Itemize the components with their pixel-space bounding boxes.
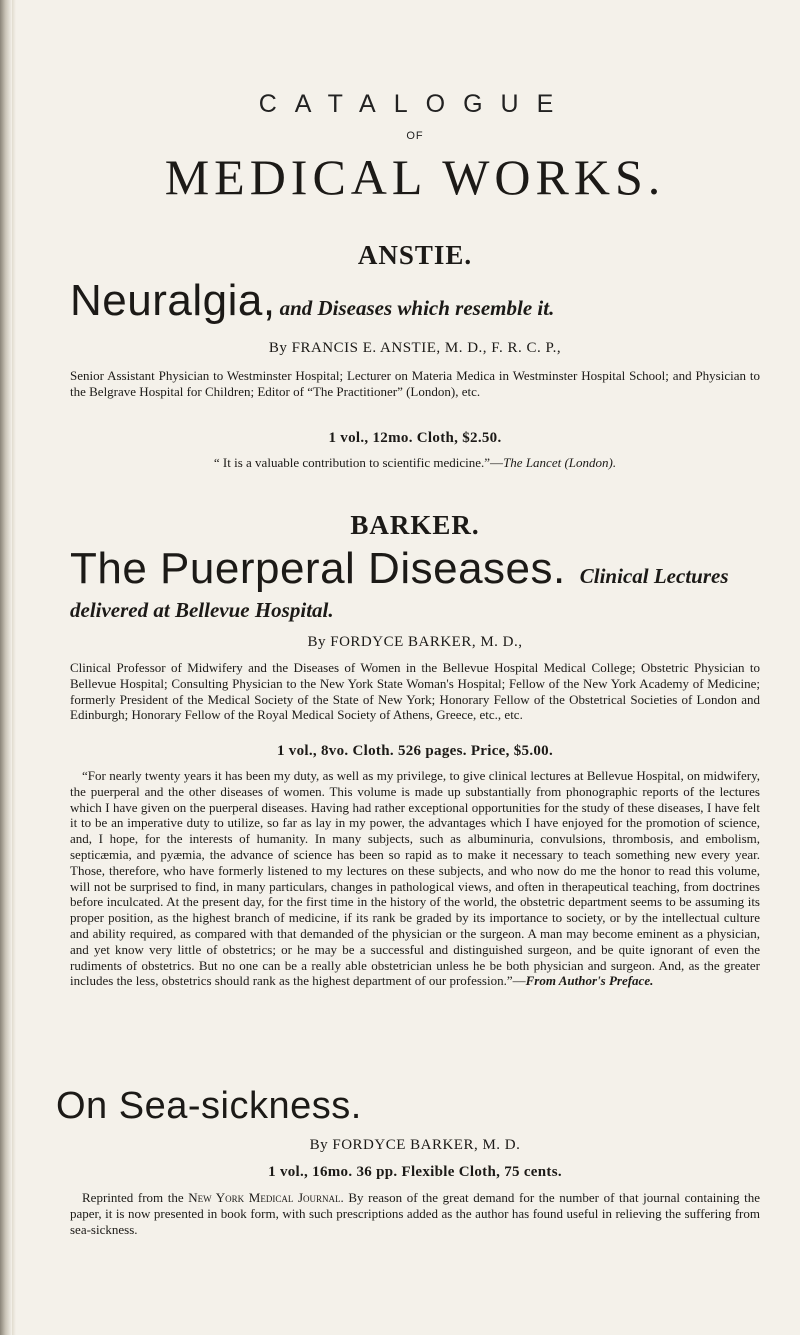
medical-works-title: MEDICAL WORKS. (164, 149, 666, 205)
price-seasickness: 1 vol., 16mo. 36 pp. Flexible Cloth, 75 cents. (268, 1164, 562, 1180)
book-title-line-seasickness (56, 1085, 756, 1128)
byline-barker: By FORDYCE BARKER, M. D., (307, 634, 523, 650)
note-journal: New York Medical Journal (188, 1190, 341, 1205)
note-post: . By reason of the great demand for the number of that journal containing the paper, it is now presented in book form, with such prescriptions added as the author has found useful in relieving the suffering from sea-sickness. (70, 1190, 760, 1237)
author-heading-anstie: ANSTIE. (357, 240, 473, 270)
book-subtitle-puerperal: Clinical Lectures (579, 564, 729, 588)
page-edge-highlight (12, 0, 16, 1335)
book-title-seasickness: On Sea-sickness. (56, 1085, 362, 1127)
quote-text: “ It is a valuable contribution to scientific medicine.”— (213, 455, 504, 470)
price-puerperal: 1 vol., 8vo. Cloth. 526 pages. Price, $5.00. (276, 743, 554, 759)
note-pre: Reprinted from the (82, 1190, 189, 1205)
page-edge-shadow (0, 0, 12, 1335)
book-title-puerperal: The Puerperal Diseases. (70, 544, 566, 593)
byline-anstie: By FRANCIS E. ANSTIE, M. D., F. R. C. P., (268, 340, 562, 356)
credentials-barker: Clinical Professor of Midwifery and the Diseases of Women in the Bellevue Hospital Medical College; Obstetric Physician to Bellevue Hospital; Consulting Physician to the New York State Woman's Hospital; Fellow of the New York Academy of Medicine; formerly President of the Medical Society of the State of New York; Honorary Fellow of the Obstetrical Societies of London and Edinburgh; Honorary Fellow of the Royal Medical Society of Athens, Greece, etc., etc. (70, 660, 760, 723)
catalogue-heading: CATALOGUE (258, 90, 572, 118)
byline-barker-seasickness: By FORDYCE BARKER, M. D. (309, 1137, 521, 1153)
book-title-neuralgia: Neuralgia, (70, 276, 276, 325)
seasickness-note (70, 1190, 760, 1237)
preface-source: From Author's Preface. (525, 973, 654, 989)
of-label: OF (406, 130, 424, 142)
book-title-line-neuralgia (70, 276, 770, 326)
author-heading-barker: BARKER. (350, 510, 480, 540)
book-subtitle-neuralgia: and Diseases which resemble it. (279, 296, 555, 320)
preface-excerpt (70, 768, 760, 989)
preface-text: “For nearly twenty years it has been my duty, as well as my privilege, to give clinical lectures at Bellevue Hospital, on midwifery, the puerperal and the other diseases of women. This volume is made up substantially from phonographic reports of the lectures which I have given on the puerperal diseases. Having had rather exceptional opportunities for the study of these diseases, I have felt it to be an imperative duty to utilize, so far as lay in my power, the advantages which I have enjoyed for the promotion of science, and, I hope, for the interests of humanity. In many subjects, such as albuminuria, convulsions, thrombosis, and embolism, septicæmia, and pyæmia, the advance of science has been so rapid as to make it necessary to teach something new every year. Those, therefore, who have formerly listened to my lectures on these subjects, and who now do me the honor to read this volume, will not be surprised to find, in many particulars, changes in pathological views, and often in therapeutical teaching, from doctrines before inculcated. At the present day, for the first time in the history of the world, the obstetric department seems to be assuming its proper position, as the highest branch of medicine, if its rank be graded by its importance to society, or by the intellectual culture and ability required, as compared with that demanded of the physician or the surgeon. A man may become eminent as a physician, and yet know very little of obstetrics; or he may be a successful and distinguished surgeon, and be quite ignorant of even the rudiments of obstetrics. But no one can be a really able obstetrician unless he be both physician and surgeon. And, as the greater includes the less, obstetrics should rank as the highest department of our profession.”— (70, 768, 760, 989)
review-quote-neuralgia (70, 455, 760, 471)
quote-source: The Lancet (London). (503, 455, 617, 470)
book-subtitle-puerperal-line2: delivered at Bellevue Hospital. (70, 598, 334, 622)
credentials-anstie: Senior Assistant Physician to Westminster Hospital; Lecturer on Materia Medica in Westminster Hospital School; and Physician to the Belgrave Hospital for Children; Editor of “The Practitioner” (London), etc. (70, 368, 760, 399)
book-title-line-puerperal (70, 544, 770, 594)
price-neuralgia: 1 vol., 12mo. Cloth, $2.50. (328, 430, 502, 446)
